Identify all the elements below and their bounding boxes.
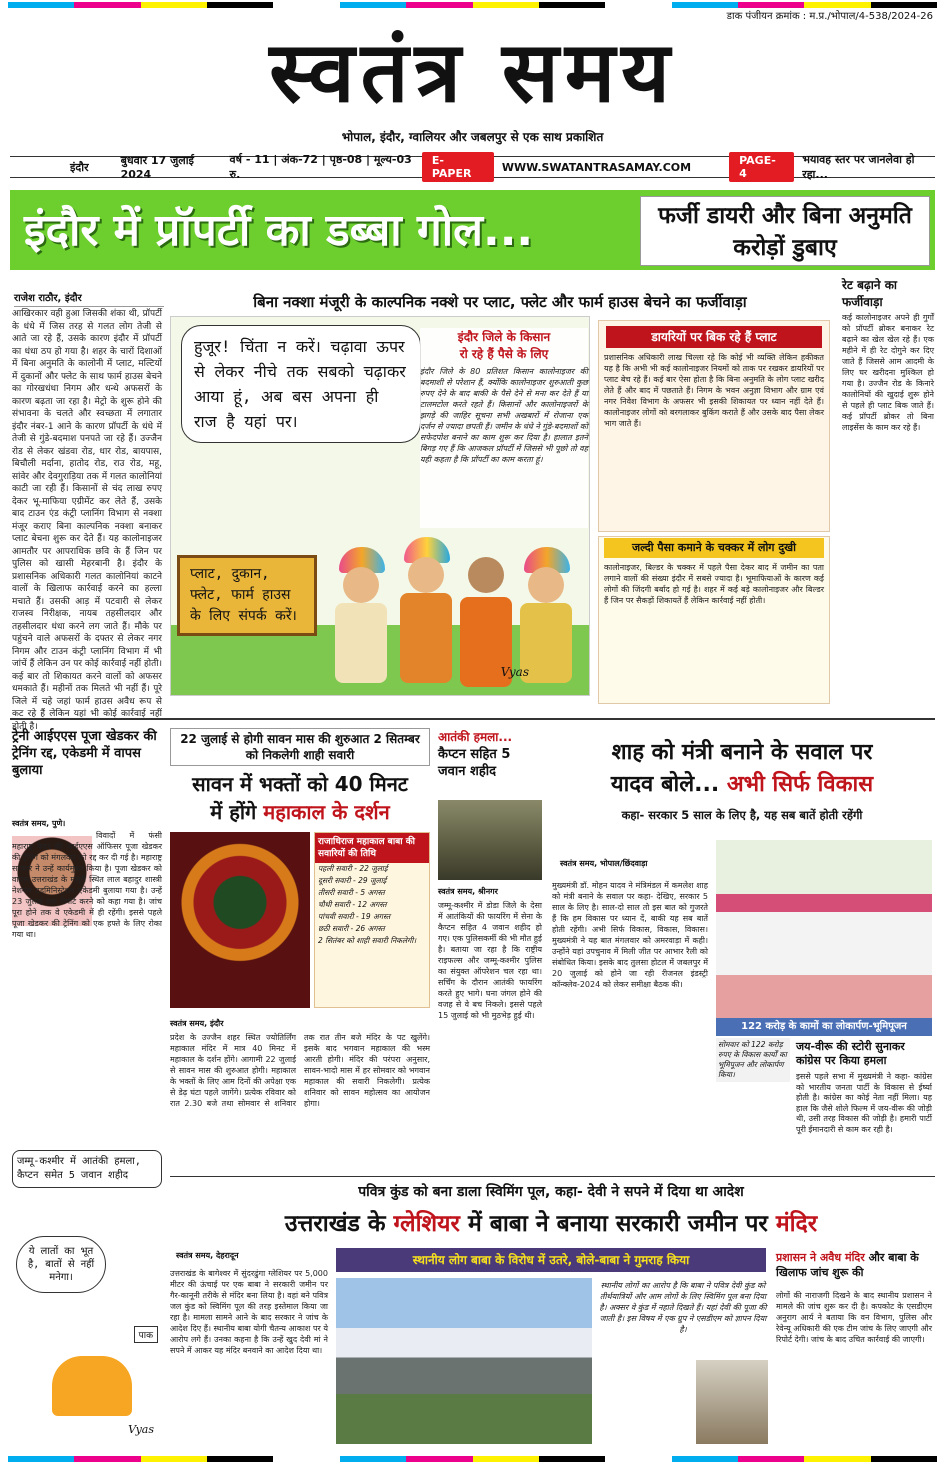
cartoon-speech-bubble: हुजूर! चिंता न करें। चढ़ावा ऊपर से लेकर नीचे तक सबको चढ़ाकर आया हूं, अब बस अपना ही राज है यहां पर। bbox=[181, 325, 421, 443]
cartoonist-signature: Vyas bbox=[500, 665, 529, 679]
shah-body: मुख्यमंत्री डॉ. मोहन यादव ने मंत्रिमंडल में कमलेश शाह को मंत्री बनाने के सवाल पर कहा- देखिए, सरकार 5 साल के लिए है। साल-दो साल तो इस बात को गुजरते हैं कि हम विकास पर ध्यान दें, बाकी यह सब बातें होती रहेंगी। अभी सिर्फ विकास, विकास, विकास। मुख्यमंत्री ने यह बात मंगलवार को अमरवाड़ा में कही। उन्होंने यहां उपचुनाव में मिली जीत पर आभार रैली को संबोधित किया। इसके बाद तुलसा होटल में जबलपुर में 20 जुलाई को होने जा रही रीजनल इंडस्ट्री कॉन्क्लेव-2024 को लेकर समीक्षा बैठक की। bbox=[552, 881, 708, 989]
shah-side-head: जय-वीरू की स्टोरी सुनाकर कांग्रेस पर किया हमला bbox=[796, 1040, 905, 1067]
rate-headline-text: रेट बढ़ाने का फर्जीवाड़ा bbox=[842, 278, 898, 309]
diaries-body: प्रशासनिक अधिकारी लाख चिल्ला रहे कि कोई भी व्यक्ति लेकिन हकीकत यह है कि अभी भी कई कालोनाइजर नियमों को ताक पर रखकर डायरियों पर प्लाट बेच रहे हैं। कई बार ऐसा होता है कि बिना अनुमति के लोग प्लाट खरीद लेते हैं और बाद में पछताते हैं। निगम के भवन अनुज्ञा विभाग और ग्राम एवं नगर निवेश विभाग के अफसर भी इसकी शिकायत पर ध्यान नहीं देते हैं। कालोनाइजर लोगों को बरगलाकर बुकिंग कराते हैं और उसके बाद पैसा लेकर भाग जाते हैं। bbox=[604, 353, 824, 428]
lead-headline: इंदौर में प्रॉपर्टी का डब्बा गोल... bbox=[24, 205, 534, 256]
quickmoney-headline: जल्दी पैसा कमाने के चक्कर में लोग दुखी bbox=[604, 538, 824, 558]
glacier-kicker: पवित्र कुंड को बना डाला स्विमिंग पूल, कहा- देवी ने सपने में दिया था आदेश bbox=[358, 1184, 744, 1200]
sawan-date-3: चौथी सवारी - 12 अगस्त bbox=[318, 900, 387, 909]
edition-city: इंदौर bbox=[70, 160, 89, 174]
registration-bar-bottom bbox=[8, 1456, 937, 1462]
page-teaser: भयावह स्तर पर जानलेवा हो रहा... bbox=[802, 153, 915, 181]
kashmir-cartoon-artist: Vyas bbox=[128, 1423, 154, 1436]
sawan-headline-2: में होंगे bbox=[210, 800, 257, 824]
farmers-headline-2: रो रहे हैं पैसे के लिए bbox=[459, 347, 549, 361]
cartoon-figure-2 bbox=[396, 537, 456, 697]
cm-photo bbox=[716, 840, 932, 1020]
glacier-headline-b: में बाबा ने बनाया सरकारी जमीन पर bbox=[467, 1211, 768, 1237]
terror-headline: कैप्टन सहित 5 जवान शहीद bbox=[438, 747, 511, 779]
lead-body: आखिरकार वही हुआ जिसकी शंका थी, प्रॉपर्टी के धंधे में जिस तरह से गलत लोग तेजी से आते जा रहे हैं, उसके कारण इंदौर में प्रॉपर्टी का धंधा ठप हो गया है। शहर के चारों दिशाओं में बिना अनुमति के कालोनी में प्लाट, मल्टियों में दुकानों और फ्लेट के साथ फार्म हाउस बेचने का गोरखधंधा निगम और धन्धे अफसरों के कारण बढ़ता जा रहा है। मेट्रो के शुरू होने की संभावना के चलते और स्वच्छता में लगातार इंदौर नंबर-1 आने के कारण प्रॉपर्टी के धंधे में तेजी से गुंडे-बदमाश पनपते जा रहे हैं। उज्जैन रोड से लेकर खंडवा रोड, धार रोड, बायपास, बिचौली मर्दाना, हातोद रोड, राउ रोड, महू, सांवेर और देवगुराड़िया तक में गलत कालोनियां काटी जा रही हैं। किसानों से चंद लाख रुपए देकर भू-माफिया एग्रीमेंट कर लेते हैं, उसके बाद टाउन एंड कंट्री प्लानिंग विभाग से नक्शा मंजूर कराए बिना काल्पनिक नक्शा बनाकर प्लाट बेचना शुरू कर देते हैं। यह कालोनाइजर आमतौर पर आपराधिक छवि के हैं जिन पर पुलिस को खासी मेहरबानी है। इंदौर के प्रशासनिक अधिकारी गलत कालोनियां काटने वालों के खिलाफ कार्रवाई करने का हल्ला मचाते हैं। उसकी आड़ में पटवारी से लेकर राजस्व निरीक्षक, नायब तहसीलदार और तहसीलदार धंधा करने लग जाते हैं। मौके पर पहुंचने वाले अफसरों के दफ्तर से लेकर नगर निगम और टाउन कंट्री प्लानिंग विभाग में भी जांचें हैं लेकिन उन पर कोई कार्रवाई नहीं होती। कई बार तो शिकायत करने वालों को अफसर धमकाते हैं। महीनों तक मिलते भी नहीं हैं। पूरे जिले में चहे जहां फार्म हाउस अवैध रूप से कट रहे हैं लेकिन यहां भी कोई कार्रवाई नहीं होती है। bbox=[12, 309, 162, 732]
terror-body: जम्मू-कश्मीर में डोडा जिले के देसा में आतंकियों की फायरिंग में सेना के कैप्टन सहित 4 जवान शहीद हो गए। एक पुलिसकर्मी की भी मौत हुई है। बताया जा रहा है कि राष्ट्रीय राइफल्स और जम्मू-कश्मीर पुलिस का संयुक्त ऑपरेशन चल रहा था। सर्चिंग के दौरान आतंकी फायरिंग करते हुए भागे। घना जंगल होने की वजह से वे बच निकले। इससे पहले 15 जुलाई को भी मुठभेड़ हुई थी। bbox=[438, 901, 542, 1020]
glacier-side-head-text: और बाबा के खिलाफ जांच शुरू की bbox=[776, 1251, 919, 1279]
soldiers-photo bbox=[438, 800, 542, 880]
sawan-box-title: राजाधिराज महाकाल बाबा की सवारियों की तिथि bbox=[315, 833, 429, 863]
sawan-dates-box bbox=[314, 832, 430, 1008]
lead-subhead: बिना नक्शा मंजूरी के काल्पनिक नक्शे पर प्लाट, फ्लेट और फार्म हाउस बेचने का फर्जीवाड़ा bbox=[253, 293, 747, 311]
glacier-headline-red-2: मंदिर bbox=[775, 1211, 818, 1237]
launch-bar: 122 करोड़ के कामों का लोकार्पण-भूमिपूजन bbox=[716, 1018, 932, 1036]
sawan-date-2: तीसरी सवारी - 5 अगस्त bbox=[318, 888, 385, 897]
glacier-headline-a: उत्तराखंड के bbox=[284, 1211, 386, 1237]
sawan-date-0: पहली सवारी - 22 जुलाई bbox=[318, 864, 388, 873]
kashmir-cartoon bbox=[12, 1150, 162, 1440]
sawan-byline: स्वतंत्र समय, इंदौर bbox=[170, 1019, 224, 1028]
newspaper-subtitle: भोपाल, इंदौर, ग्वालियर और जबलपुर से एक साथ प्रकाशित bbox=[341, 130, 604, 144]
lead-byline: राजेश राठौर, इंदौर bbox=[14, 290, 164, 307]
glacier-headline-red-1: ग्लेशियर bbox=[393, 1211, 460, 1237]
kashmir-cartoon-flag: पाक bbox=[134, 1326, 158, 1343]
cm-photo-caption: सोमवार को 122 करोड़ रुपए के विकास कार्यों का भूमिपूजन और लोकार्पण किया। bbox=[716, 1038, 790, 1082]
issue-date: बुधवार 17 जुलाई 2024 bbox=[120, 154, 194, 181]
glacier-photo-body: स्थानीय लोगों का आरोप है कि बाबा ने पवित्र देवी कुंड को तीर्थयात्रियों और आम लोगों के लिए स्विमिंग पूल बना दिया है। अक्सर वे कुंड में नहाते दिखते हैं। यहां देवी की पूजा की जाती है। इस विषय में एक ग्रुप ने एसडीएम को ज्ञापन दिया है। bbox=[599, 1281, 767, 1334]
sawan-date-6: 2 सितंबर को शाही सवारी निकलेगी। bbox=[318, 936, 417, 945]
kashmir-cartoon-caption: जम्मू-कश्मीर में आतंकी हमला, कैप्टन समेत 5 जवान शहीद bbox=[12, 1150, 162, 1188]
quickmoney-body: कालोनाइजर, बिल्डर के चक्कर में पहले पैसा देकर बाद में जमीन का पता लगाने वालों की संख्या इंदौर में सबसे ज्यादा है। भूमाफियाओं के कारण कई लोगों की जिंदगी बर्बाद हो गई है। शहर में कई बड़े कालोनाइजर और बिल्डर हैं जिन पर सैकड़ों शिकायतें हैं लेकिन कार्रवाई नहीं होती। bbox=[604, 563, 824, 605]
website-link[interactable]: WWW.SWATANTRASAMAY.COM bbox=[501, 160, 692, 174]
glacier-side-head-red: प्रशासन ने अवैध मंदिर bbox=[776, 1251, 865, 1264]
divider-2 bbox=[170, 1176, 935, 1177]
sawan-date-1: दूसरी सवारी - 29 जुलाई bbox=[318, 876, 387, 885]
divider-1 bbox=[10, 718, 935, 720]
newspaper-title: स्वतंत्र समय bbox=[269, 22, 676, 121]
trainee-byline: स्वतंत्र समय, पुणे। bbox=[12, 819, 66, 828]
issue-details: वर्ष - 11 | अंक-72 | पृष्ठ-08 | मूल्य-03 रु. bbox=[229, 153, 412, 181]
page-number-badge: PAGE- 4 bbox=[729, 152, 794, 182]
glacier-byline: स्वतंत्र समय, देहरादून bbox=[176, 1251, 239, 1260]
sawan-top: 22 जुलाई से होगी सावन मास की शुरुआत 2 सितम्बर को निकलेगी शाही सवारी bbox=[170, 728, 430, 766]
terror-label: आतंकी हमला... bbox=[438, 730, 513, 744]
epaper-badge[interactable]: E- PAPER bbox=[422, 152, 494, 182]
cartoon-figure-1 bbox=[331, 547, 391, 697]
glacier-body: उत्तराखंड के बागेश्वर में सुंदरढुंगा ग्लेशियर पर 5,000 मीटर की ऊंचाई पर एक बाबा ने सरकारी जमीन पर गैर-कानूनी तरीके से मंदिर बना लिया है। वहां बने पवित्र जल कुंड को स्विमिंग पूल की तरह इस्तेमाल किया जा रहा है। मामला सामने आने के बाद सरकार ने जांच के आदेश दिए हैं। स्थानीय बाबा योगी चैतन्य आकाश पर ये आरोप लगे हैं। उनका कहना है कि उन्हें खुद देवी मां ने सपने में आकर यह मंदिर बनवाने का आदेश दिया था। bbox=[170, 1269, 328, 1355]
farmers-body: इंदौर जिले के 80 प्रतिशत किसान कालोनाइजर की बदमाशी से परेशान हैं, क्योंकि कालोनाइजर शुरुआती कुछ रुपए देने के बाद बाकी के पैसे देने से मना कर देते हैं या टालमटोल करते रहते हैं। किसानों और कालोनाइजरों के झगड़े की जाहिर सूचना सभी अखबारों में रोजाना एक दर्जन से ज्यादा छपती हैं। जमीन के धंधे ने गुंडे-बदमाशों को सफेदपोश बनाने का काम शुरू कर दिया है। हालात इतने बिगड़ गए हैं कि आजकल प्रॉपर्टी में जिससे भी पूछो तो वह यही कहता है कि प्रॉपर्टी का काम करता हूं। bbox=[420, 367, 588, 464]
terror-byline: स्वतंत्र समय, श्रीनगर bbox=[438, 887, 498, 896]
glacier-side-head bbox=[776, 1250, 932, 1280]
sawan-headline-2-wrap bbox=[170, 798, 430, 825]
glacier-photo bbox=[336, 1278, 592, 1444]
cartoon-signboard: प्लाट, दुकान, फ्लेट, फार्म हाउस के लिए संपर्क करें। bbox=[177, 555, 317, 636]
dateline-bar bbox=[10, 153, 935, 181]
shah-headline-2: यादव बोले... bbox=[610, 772, 720, 797]
shah-headline-red: अभी सिर्फ विकास bbox=[726, 772, 874, 797]
trainee-body: विवादों में फंसी महाराष्ट्र कैडर की आईएएस ऑफिसर पूजा खेडकर की ट्रेनिंग को मंगलवार को रद्द कर दी गई है। महाराष्ट्र सरकार ने उन्हें कार्यमुक्त किया है। पूजा खेडकर को वापस उत्तराखंड के मसूरी स्थित लाल बहादुर शास्त्री नेशनल एडमिनिस्ट्रेशन एकेडमी बुलाया गया है। उन्हें 23 जुलाई तक रिपोर्ट करने को कहा गया है। जांच पूरा होने तक वे एकेडमी में ही रहेंगी। इससे पहले पूजा खेडकर की ट्रेनिंग को एक हफ्ते के लिए रोका गया था। bbox=[12, 831, 162, 939]
rate-body: कई कालोनाइजर अपने ही गुर्गों को प्रॉपर्टी ब्रोकर बनाकर रेट बढ़ाने का खेल खेल रहे हैं। एक महीने में ही रेट दोगुने कर दिए जाते हैं जिससे आम आदमी के लिए घर खरीदना मुश्किल हो गया है। उज्जैन रोड के किनारे कालोनियों की खुदाई शुरू होने से पहले ही प्लाट बिक जाते हैं। कई प्रॉपर्टी ब्रोकर तो बिना लाइसेंस के काम कर रहे हैं। bbox=[842, 313, 934, 432]
rate-headline bbox=[842, 276, 934, 310]
sawan-headline-1: सावन में भक्तों को 40 मिनट bbox=[192, 772, 408, 796]
sawan-date-5: छठी सवारी - 26 अगस्त bbox=[318, 924, 385, 933]
postal-registration: डाक पंजीयन क्रमांक : म.प्र./भोपाल/4-538/2024-26 bbox=[726, 11, 933, 22]
mahakal-photo bbox=[170, 832, 310, 1008]
glacier-headline bbox=[170, 1206, 932, 1238]
kashmir-cartoon-speech: ये लातों का भूत है, बातों से नहीं मनेगा। bbox=[16, 1236, 106, 1293]
shah-byline: स्वतंत्र समय, भोपाल/छिंदवाड़ा bbox=[560, 859, 648, 868]
shah-headline-2-wrap bbox=[552, 768, 932, 798]
shah-side-body: इससे पहले सभा में मुख्यमंत्री ने कहा- कांग्रेस को भारतीय जनता पार्टी के विकास से ईर्ष्या होती है। कांग्रेस का कोई नेता नहीं मिला। यह हाल कि जैसे शोले फिल्म में जय-वीरू की जोड़ी थी, उसी तरह विकास की जोड़ी है। हमारी पार्टी पूरी ईमानदारी से काम कर रही है। bbox=[796, 1072, 932, 1134]
glacier-strip: स्थानीय लोग बाबा के विरोध में उतरे, बोले-बाबा ने गुमराह किया bbox=[336, 1248, 766, 1272]
kashmir-cartoon-figure bbox=[52, 1356, 132, 1416]
diaries-headline: डायरियों पर बिक रहे हैं प्लाट bbox=[606, 326, 822, 348]
temple-photo bbox=[696, 1360, 768, 1444]
sawan-headline-red: महाकाल के दर्शन bbox=[263, 800, 390, 824]
sawan-date-4: पांचवी सवारी - 19 अगस्त bbox=[318, 912, 391, 921]
glacier-side-body: लोगों की नाराजगी दिखने के बाद स्थानीय प्रशासन ने मामले की जांच शुरू कर दी है। कपकोट के एसडीएम अनुराग आर्य ने बताया कि वन विभाग, पुलिस और रेवेन्यू अधिकारी की एक टीम जांच के लिए जाएगी और रिपोर्ट देगी। जांच के बाद उचित कार्रवाई की जाएगी। bbox=[776, 1291, 932, 1344]
farmers-box bbox=[420, 328, 588, 528]
trainee-headline: ट्रेनी आईएएस पूजा खेडकर की ट्रेनिंग रद्द, एकेडमी में वापस बुलाया bbox=[12, 729, 157, 778]
shah-deck: कहा- सरकार 5 साल के लिए है, यह सब बातें होती रहेंगी bbox=[621, 808, 863, 822]
farmers-headline-1: इंदौर जिले के किसान bbox=[457, 330, 551, 344]
sawan-body: प्रदेश के उज्जैन शहर स्थित ज्योतिर्लिंग महाकाल मंदिर में मात्र 40 मिनट में महाकाल के दर्शन होंगे। आगामी 22 जुलाई से सावन मास की शुरुआत होगी। महाकाल के भक्तों के लिए आम दिनों की अपेक्षा एक से डेढ़ घंटा पहले जागेंगे। प्रत्येक रविवार को रात 2.30 बजे तथा सोमवार से शनिवार तक रात तीन बजे मंदिर के पट खुलेंगे। इसके बाद भगवान महाकाल की भस्म आरती होगी। मंदिर की परंपरा अनुसार, सावन-भादो मास में हर सोमवार को भगवान महाकाल की सवारी निकलेगी। प्रत्येक शनिवार को सावन महोत्सव का आयोजन होगा। bbox=[170, 1033, 430, 1108]
lead-side-headline: फर्जी डायरी और बिना अनुमति करोड़ों डुबाए bbox=[640, 196, 930, 266]
shah-headline-1: शाह को मंत्री बनाने के सवाल पर bbox=[611, 740, 873, 765]
